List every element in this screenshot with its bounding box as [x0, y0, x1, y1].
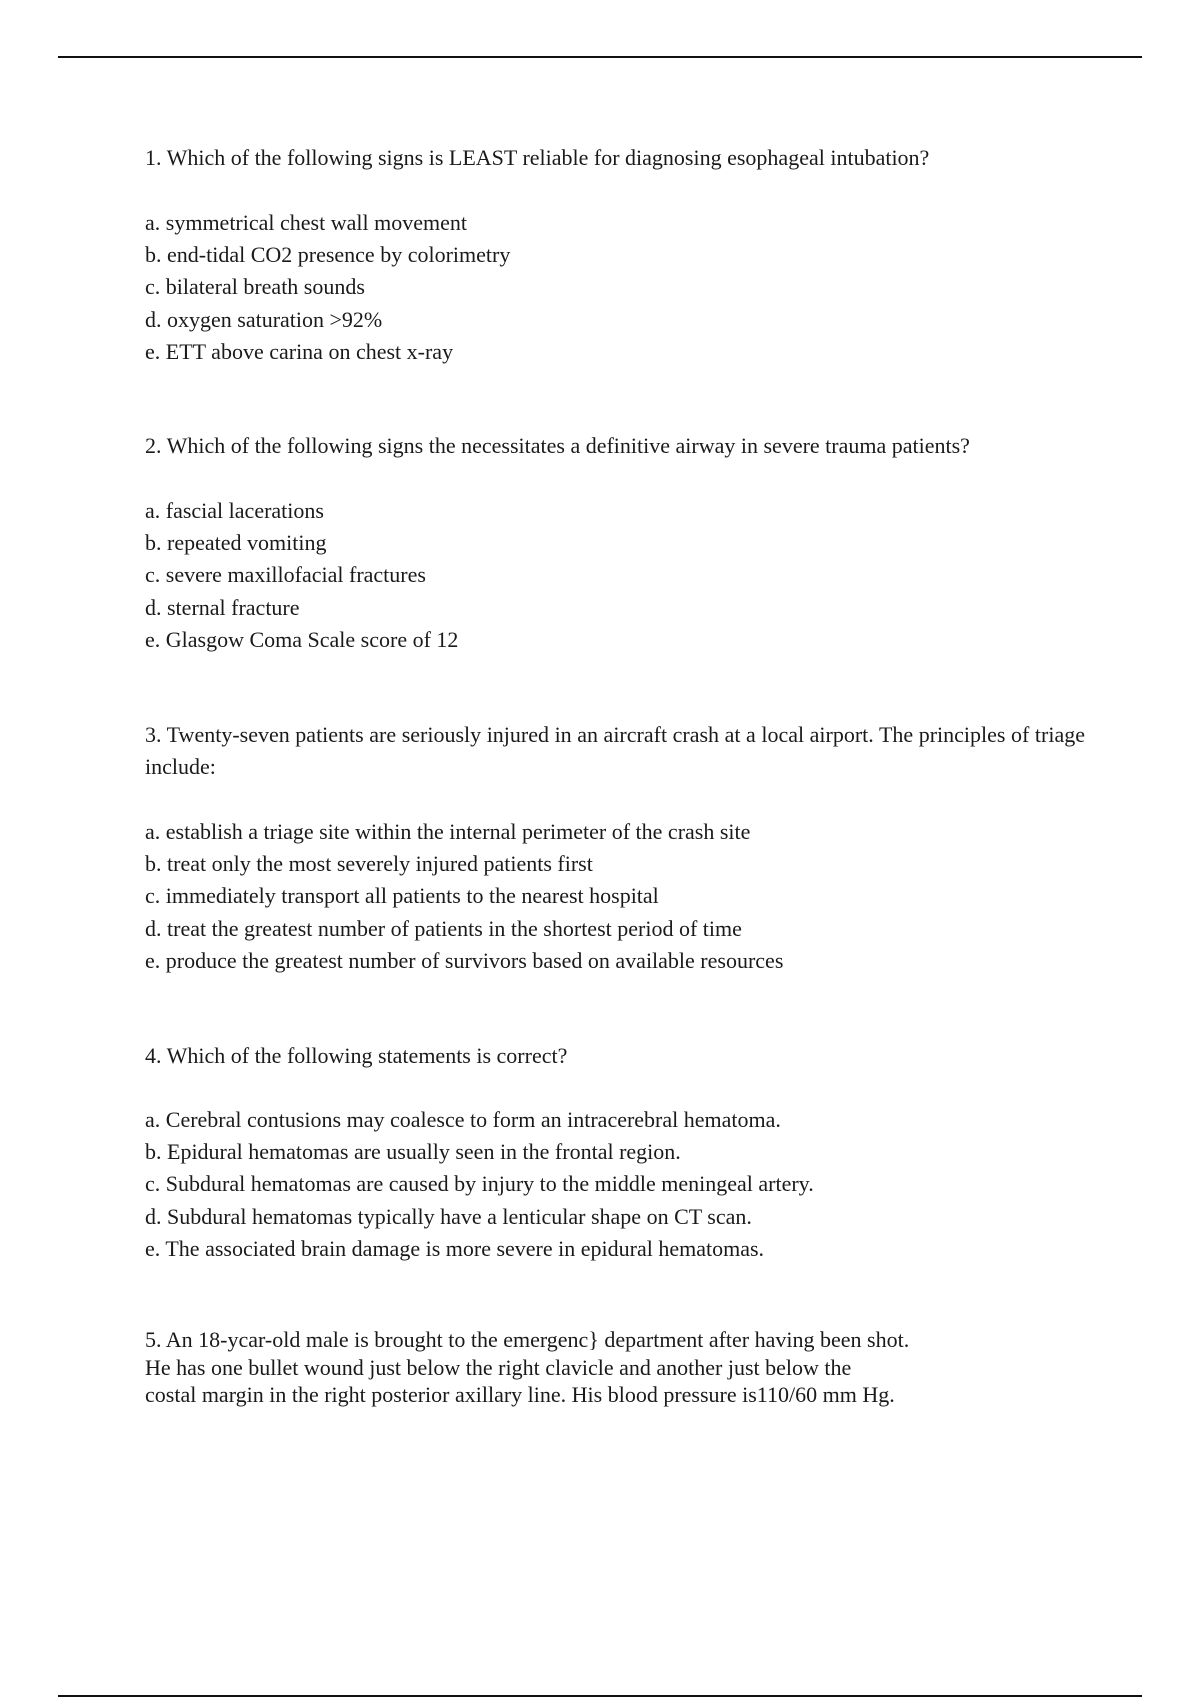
question-1-options	[145, 207, 510, 368]
option-b: b. treat only the most severely injured patients first	[145, 851, 593, 877]
option-d: d. oxygen saturation >92%	[145, 306, 383, 332]
stem-line: costal margin in the right posterior axillary line. His blood pressure is110/60 mm Hg.	[145, 1382, 895, 1407]
stem-line: He has one bullet wound just below the right clavicle and another just below the	[145, 1354, 852, 1380]
bottom-rule	[58, 1695, 1142, 1697]
option-d: d. Subdural hematomas typically have a lenticular shape on CT scan.	[145, 1203, 752, 1229]
option-a: a. symmetrical chest wall movement	[145, 210, 467, 235]
question-4-stem: 4. Which of the following statements is correct?	[145, 1043, 568, 1068]
question-4-options	[145, 1104, 814, 1265]
option-b: b. repeated vomiting	[145, 530, 327, 556]
question-1-stem: 1. Which of the following signs is LEAST reliable for diagnosing esophageal intubation?	[145, 145, 930, 170]
option-e: e. ETT above carina on chest x-ray	[145, 338, 454, 364]
option-c: c. bilateral breath sounds	[145, 274, 365, 300]
question-5-stem	[145, 1326, 909, 1409]
option-a: a. establish a triage site within the internal perimeter of the crash site	[145, 819, 751, 844]
question-3-stem: 3. Twenty-seven patients are seriously injured in an aircraft crash at a local airport. The principles of triage include:	[145, 722, 1085, 779]
option-a: a. Cerebral contusions may coalesce to form an intracerebral hematoma.	[145, 1107, 781, 1132]
question-2-stem: 2. Which of the following signs the necessitates a definitive airway in severe trauma patients?	[145, 433, 970, 458]
option-c: c. Subdural hematomas are caused by injury to the middle meningeal artery.	[145, 1171, 814, 1197]
option-b: b. end-tidal CO2 presence by colorimetry	[145, 242, 511, 268]
option-d: d. sternal fracture	[145, 594, 300, 620]
option-e: e. The associated brain damage is more severe in epidural hematomas.	[145, 1235, 765, 1261]
option-c: c. severe maxillofacial fractures	[145, 562, 426, 588]
option-b: b. Epidural hematomas are usually seen in the frontal region.	[145, 1139, 681, 1165]
option-a: a. fascial lacerations	[145, 498, 324, 523]
option-e: e. produce the greatest number of survivors based on available resources	[145, 947, 784, 973]
top-rule	[58, 56, 1142, 58]
question-2-options	[145, 495, 458, 656]
option-e: e. Glasgow Coma Scale score of 12	[145, 626, 459, 652]
question-3-options	[145, 816, 783, 977]
stem-line: 5. An 18-ycar-old male is brought to the emergenc} department after having been shot.	[145, 1327, 910, 1352]
option-c: c. immediately transport all patients to the nearest hospital	[145, 883, 659, 909]
option-d: d. treat the greatest number of patients in the shortest period of time	[145, 915, 742, 941]
